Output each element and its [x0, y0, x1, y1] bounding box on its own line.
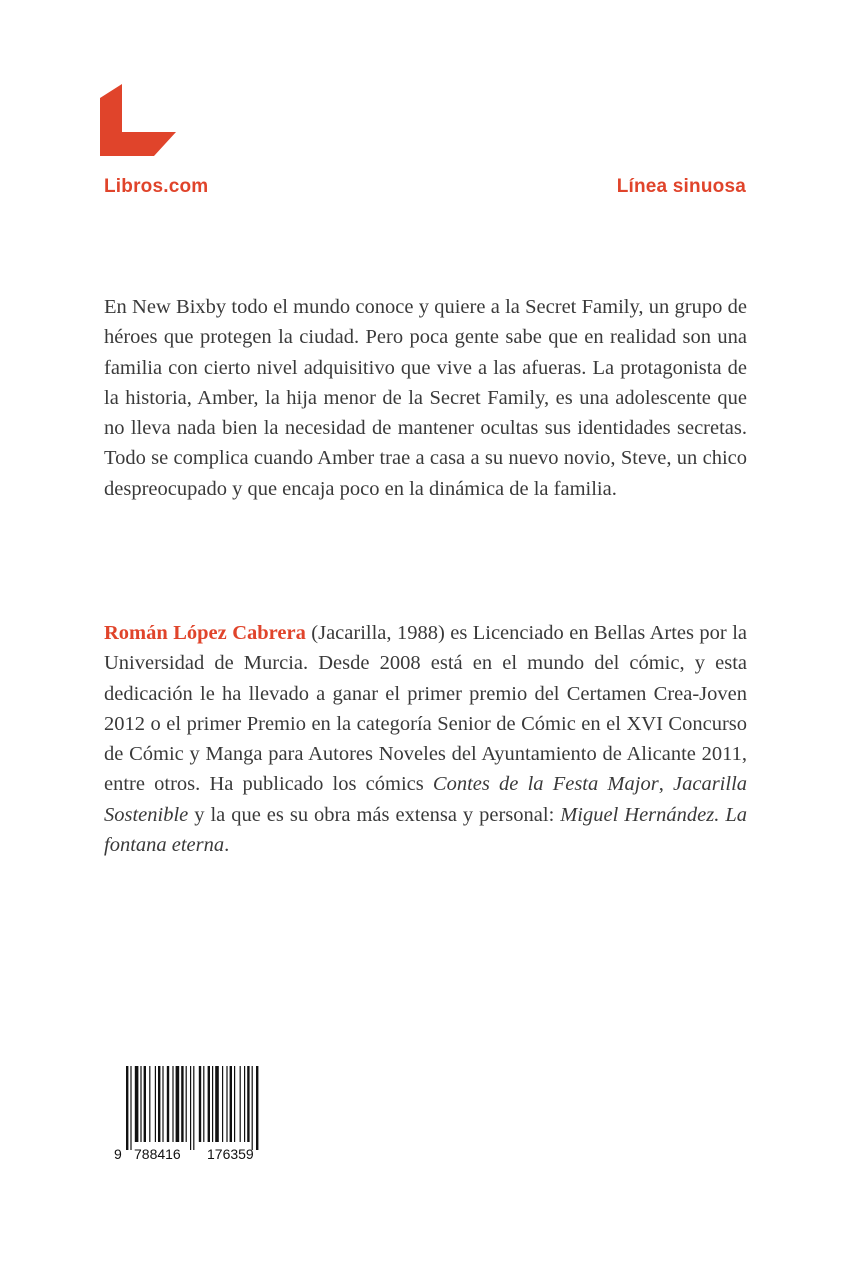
- bio-text-1: (Jacarilla, 1988) es Licenciado en Bellas Artes por la Universidad de Murcia. Desde 2008 está en el mundo del cómic, y esta dedicación le ha llevado a ganar el primer premio del Certamen Crea-Joven 2012 o el primer Premio en la categoría Senior de Cómic en el XVI Concurso de Cómic y Manga para Autores Noveles del Ayuntamiento de Alicante 2011, entre otros. Ha publicado los cómics: [104, 622, 747, 796]
- barcode-bar: [130, 1066, 131, 1150]
- work-title-2: Jacarilla Sostenible: [104, 773, 748, 826]
- bio-separator: ,: [658, 773, 673, 796]
- l-logo-icon: [100, 84, 176, 160]
- collection-name: Línea sinuosa: [616, 176, 746, 197]
- barcode-bar: [162, 1066, 163, 1142]
- barcode-bar: [155, 1066, 156, 1142]
- barcode-bar: [212, 1066, 213, 1142]
- barcode-bar: [186, 1066, 187, 1142]
- barcode-bar: [149, 1066, 150, 1142]
- synopsis: En New Bixby todo el mundo conoce y quiere a la Secret Family, un grupo de héroes que protegen la ciudad. Pero poca gente sabe que en realidad son una familia con cierto nivel adquisitivo que vive a las afueras. La protagonista de la historia, Amber, la hija menor de la Secret Family, es una adolescente que no lleva nada bien la necesidad de mantener ocultas sus identidades secretas. Todo se complica cuando Amber trae a casa a su nuevo novio, Steve, un chico despreocupado y que encaja poco en la dinámica de la familia.: [104, 296, 747, 500]
- barcode-bar: [199, 1066, 201, 1142]
- barcode-bar: [247, 1066, 249, 1142]
- bio-text-3: .: [224, 834, 230, 857]
- barcode-bar: [203, 1066, 204, 1142]
- barcode-bar: [172, 1066, 173, 1142]
- barcode-bar: [144, 1066, 146, 1142]
- barcode-bar: [208, 1066, 210, 1142]
- isbn-group-2: 176359: [207, 1146, 254, 1162]
- author-name: Román López Cabrera: [104, 622, 306, 644]
- barcode-bar: [190, 1066, 191, 1150]
- publisher-name: Libros.com: [104, 176, 209, 197]
- author-bio: [104, 618, 747, 860]
- isbn-group-1: 788416: [134, 1146, 181, 1162]
- barcode-bar: [176, 1066, 180, 1142]
- barcode-bar: [135, 1066, 139, 1142]
- barcode-bar: [140, 1066, 141, 1142]
- barcode-bar: [126, 1066, 128, 1150]
- barcode-bar: [234, 1066, 235, 1142]
- work-title-1: Contes de la Festa Major: [432, 773, 659, 796]
- barcode-bar: [181, 1066, 183, 1142]
- barcode-bar: [252, 1066, 253, 1150]
- barcode-bar: [222, 1066, 223, 1142]
- barcode-bar: [244, 1066, 245, 1142]
- isbn-digit-first: 9: [114, 1146, 122, 1162]
- barcode-bar: [193, 1066, 194, 1150]
- work-title-3: Miguel Hernández. La fontana eterna: [104, 803, 747, 857]
- isbn-barcode: [114, 1066, 282, 1162]
- barcode-bar: [226, 1066, 227, 1142]
- bio-text-2: y la que es su obra más extensa y personal:: [188, 803, 561, 826]
- barcode-bar: [158, 1066, 160, 1142]
- barcode-bar: [215, 1066, 219, 1142]
- barcode-bars: [126, 1066, 258, 1150]
- barcode-bar: [240, 1066, 241, 1142]
- barcode-bar: [256, 1066, 258, 1150]
- barcode-bar: [230, 1066, 232, 1142]
- barcode-bar: [167, 1066, 169, 1142]
